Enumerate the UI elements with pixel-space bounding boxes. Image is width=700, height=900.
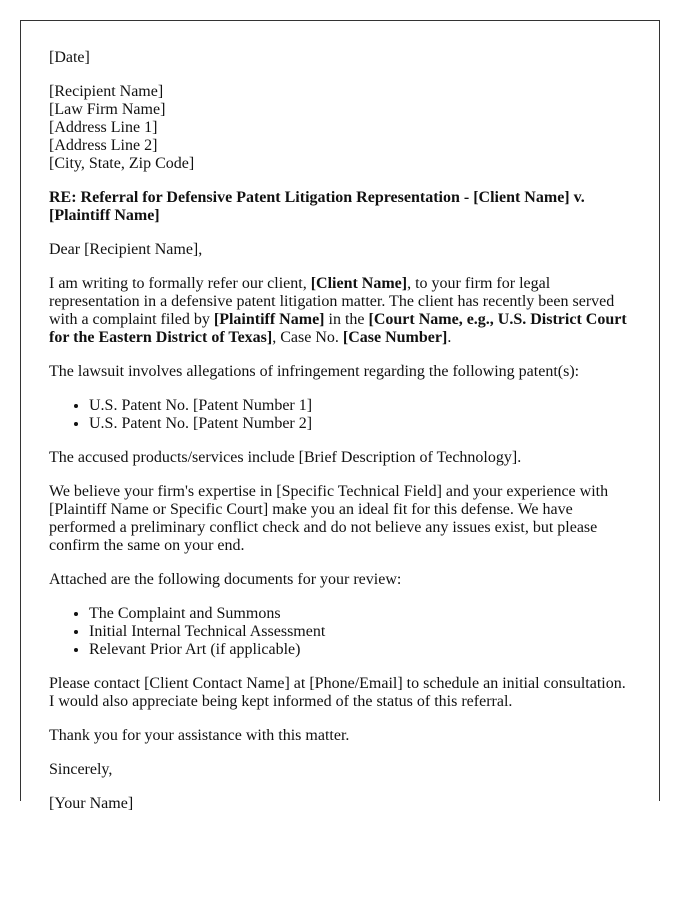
text-run: in the: [324, 311, 369, 328]
contact-paragraph: Please contact [Client Contact Name] at [Phone/Email] to schedule an initial consultation. I would also appreciate being kept informed of the status of this referral.: [49, 675, 626, 710]
intro-paragraph: [49, 275, 633, 347]
attachment-list-item: • Initial Internal Technical Assessment: [89, 623, 633, 641]
attachment-list: [49, 605, 633, 659]
text-run: .: [447, 329, 452, 346]
court-name-placeholder: [Court Name, e.g., U.S. District Court for the Eastern District of Texas]: [49, 311, 627, 346]
closing: Sincerely,: [49, 761, 113, 778]
case-number-placeholder: [Case Number]: [342, 329, 448, 346]
patent-list-item: • U.S. Patent No. [Patent Number 2]: [89, 415, 633, 433]
salutation: Dear [Recipient Name],: [49, 241, 203, 258]
patents-intro-paragraph: The lawsuit involves allegations of infringement regarding the following patent(s):: [49, 363, 580, 380]
text-run: , Case No.: [272, 329, 343, 346]
patent-list: [49, 397, 633, 433]
recipient-address-block: [49, 83, 633, 173]
attachment-list-item: • Relevant Prior Art (if applicable): [89, 641, 633, 659]
attachment-list-item: • The Complaint and Summons: [89, 605, 633, 623]
recipient-address-line-2: [Address Line 2]: [49, 137, 158, 154]
plaintiff-name-placeholder: [Plaintiff Name]: [213, 311, 325, 328]
recipient-address-line-1: [Address Line 1]: [49, 119, 158, 136]
text-run: , to your firm for legal representation in a defensive patent litigation matter. The client has recently been served with a complaint filed by: [49, 275, 615, 328]
letter-content: [49, 49, 633, 829]
subject-line: [49, 189, 633, 225]
subject-text: RE: Referral for Defensive Patent Litigation Representation - [Client Name] v. [Plaintiff Name]: [49, 189, 585, 224]
letter-page: [20, 20, 660, 812]
accused-products-paragraph: The accused products/services include [Brief Description of Technology].: [49, 449, 522, 466]
recipient-firm: [Law Firm Name]: [49, 101, 166, 118]
signature-name: [Your Name]: [49, 795, 134, 812]
recipient-name: [Recipient Name]: [49, 83, 164, 100]
expertise-paragraph: We believe your firm's expertise in [Specific Technical Field] and your experience with [Plaintiff Name or Specific Court] make you an ideal fit for this defense. We have performed a preliminary conflict check and do not believe any issues exist, but please confirm the same on your end.: [49, 483, 609, 554]
recipient-city-state-zip: [City, State, Zip Code]: [49, 155, 195, 172]
client-name-placeholder: [Client Name]: [310, 275, 408, 292]
attachments-intro-paragraph: Attached are the following documents for your review:: [49, 571, 402, 588]
thanks-paragraph: Thank you for your assistance with this matter.: [49, 727, 350, 744]
text-run: I am writing to formally refer our client,: [49, 275, 311, 292]
patent-list-item: • U.S. Patent No. [Patent Number 1]: [89, 397, 633, 415]
letter-date: [Date]: [49, 49, 90, 66]
